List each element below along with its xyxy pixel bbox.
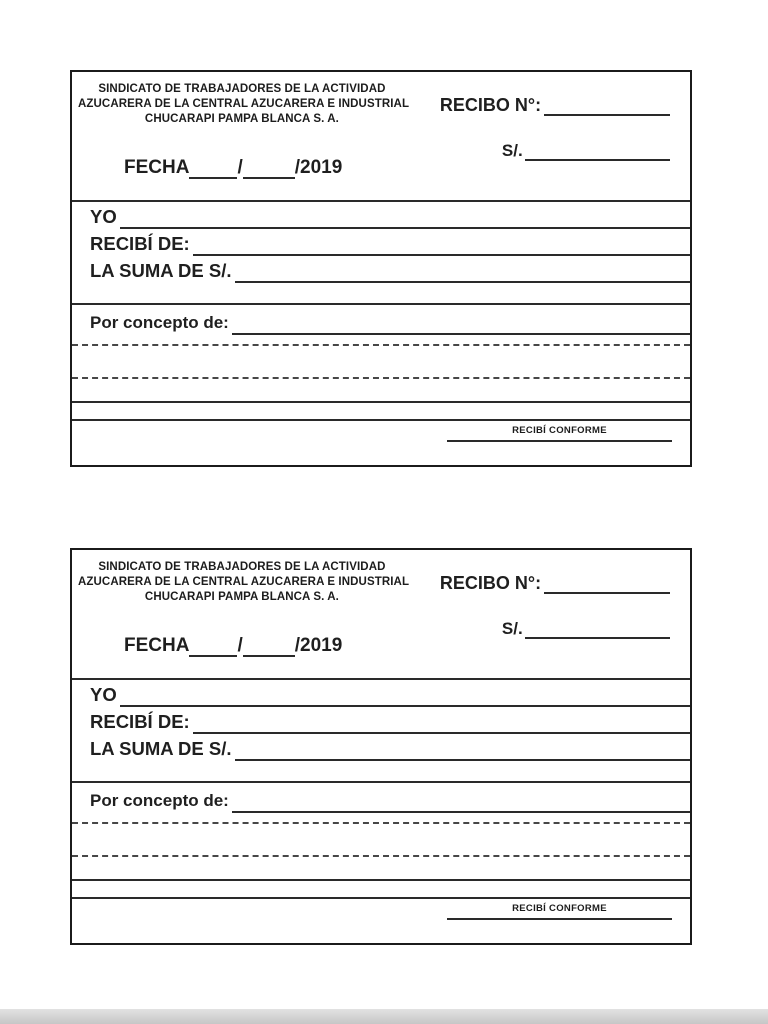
suma-row [72,256,690,283]
recibi-de-row [72,229,690,256]
conforme-signature-line: RECIBÍ CONFORME [447,425,672,442]
dashed-writing-line [72,344,690,346]
header-left [72,550,412,678]
recibo-number-row [412,572,670,594]
fecha-month-field [243,635,295,657]
header-right [412,550,690,678]
fecha-label: FECHA [124,157,190,178]
receipt-header [72,72,690,200]
recibo-number-label: RECIBO N°: [439,95,542,115]
bottom-divider-line [72,897,690,899]
fecha-month-field [243,157,295,179]
fecha-row [124,635,412,657]
yo-field [120,205,690,229]
amount-row [412,140,670,161]
recibo-number-row [412,94,670,116]
dashed-writing-line [72,377,690,379]
fecha-row [124,157,412,179]
amount-row [412,618,670,639]
suma-field [235,737,691,761]
currency-label: S/. [501,619,523,638]
fecha-slash: / [237,157,243,178]
recibi-de-label: RECIBÍ DE: [90,711,190,732]
org-line: CHUCARAPI PAMPA BLANCA S. A. [144,591,339,603]
suma-row [72,734,690,761]
org-line: SINDICATO DE TRABAJADORES DE LA ACTIVIDAD [98,561,386,573]
fecha-year-label: /2019 [294,157,343,178]
org-name [72,82,412,127]
concepto-field [232,311,690,335]
concepto-label: Por concepto de: [90,313,229,332]
org-line: CHUCARAPI PAMPA BLANCA S. A. [144,113,339,125]
bottom-divider-line [72,401,690,403]
dashed-writing-line [72,855,690,857]
yo-label: YO [90,206,117,227]
org-name [72,560,412,605]
recibi-de-label: RECIBÍ DE: [90,233,190,254]
concepto-label: Por concepto de: [90,791,229,810]
suma-label: LA SUMA DE S/. [90,738,232,759]
concepto-field [232,789,690,813]
yo-row [72,202,690,229]
org-line: AZUCARERA DE LA CENTRAL AZUCARERA E INDUSTRIAL [78,98,410,110]
amount-field [525,618,670,639]
recibi-de-field [193,232,690,256]
fecha-year-label: /2019 [294,635,343,656]
fecha-day-field [189,157,237,179]
receipt-header [72,550,690,678]
recibo-number-label: RECIBO N°: [439,573,542,593]
org-line: SINDICATO DE TRABAJADORES DE LA ACTIVIDAD [98,83,386,95]
recibi-de-field [193,710,690,734]
receipt-card [70,548,692,945]
org-line: AZUCARERA DE LA CENTRAL AZUCARERA E INDUSTRIAL [78,576,410,588]
suma-label: LA SUMA DE S/. [90,260,232,281]
amount-field [525,140,670,161]
yo-label: YO [90,684,117,705]
header-right [412,72,690,200]
fecha-day-field [189,635,237,657]
conforme-signature-line: RECIBÍ CONFORME [447,903,672,920]
yo-field [120,683,690,707]
bottom-divider-line [72,879,690,881]
bottom-divider-line [72,419,690,421]
header-left [72,72,412,200]
fecha-slash: / [237,635,243,656]
dashed-writing-line [72,822,690,824]
yo-row [72,680,690,707]
concepto-row [72,783,690,813]
currency-label: S/. [501,141,523,160]
suma-field [235,259,691,283]
concepto-row [72,305,690,335]
scan-edge-artifact [0,1009,768,1024]
recibo-number-field [544,94,670,116]
receipt-card [70,70,692,467]
fecha-label: FECHA [124,635,190,656]
recibi-de-row [72,707,690,734]
recibo-number-field [544,572,670,594]
